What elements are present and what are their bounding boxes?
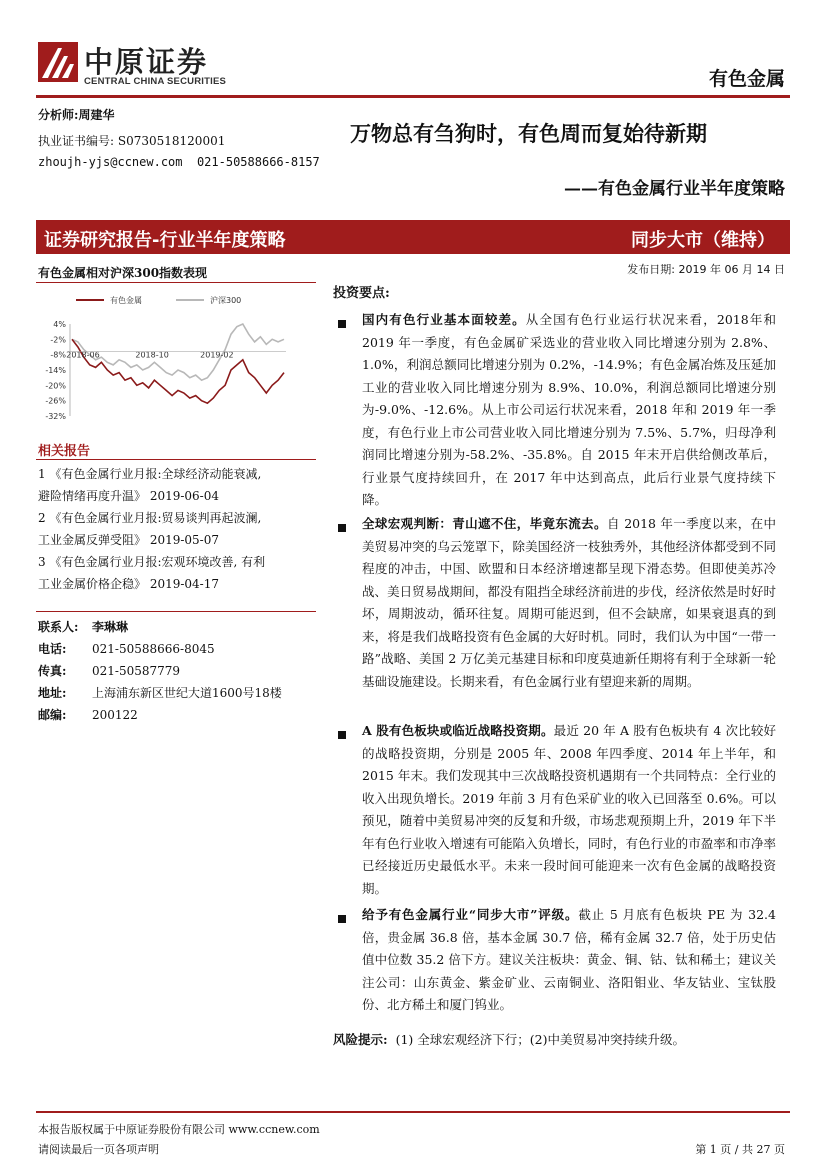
report-title: 万物总有刍狗时，有色周而复始待新期 [350, 121, 707, 146]
related-report-item[interactable] [38, 463, 320, 507]
contact-phone [38, 640, 215, 657]
analyst-email[interactable]: zhoujh-yjs@ccnew.com [38, 155, 183, 169]
legend-label: 有色金属 [110, 296, 142, 305]
related-report-line: 3 《有色金属行业月报:宏观环境改善, 有利 [38, 555, 266, 569]
cert-number: S0730518120001 [117, 134, 226, 148]
x-tick-label: 2019-02 [200, 350, 234, 360]
contact-fax-label: 传真: [38, 664, 67, 678]
header-divider [36, 95, 790, 98]
risk-note [333, 1030, 685, 1048]
series-line [72, 324, 284, 380]
x-tick-label: 2018-10 [135, 350, 169, 360]
y-tick-label: -2% [50, 335, 66, 345]
contact-person-label: 联系人: [38, 620, 79, 634]
rating-label: 同步大市（维持） [631, 230, 775, 251]
publish-date [627, 261, 785, 277]
footer-disclaimer-link[interactable]: 请阅读最后一页各项声明 [38, 1143, 159, 1156]
publish-date-value: 2019 年 06 月 14 日 [678, 263, 785, 276]
bullet-icon [338, 320, 346, 328]
key-point-lead: 全球宏观判断：青山遮不住，毕竟东流去。 [362, 516, 607, 531]
report-type: 证券研究报告-行业半年度策略 [44, 230, 286, 251]
key-point-text: 从全国有色行业运行状况来看，2018年和 2019 年一季度，有色金属矿采选业的营业收入同比增速分别为 2.8%、1.0%，利润总额同比增速分别为 0.2%，-14.9%；有色金属冶炼及压延加工业的营业收入同比增速分别为 8.9%、10.0%，利润总额同比增速分别为-9.0%、-12.6%。从上市公司运行状况来看，2018 年和 2019 年一季度，有色行业上市公司营业收入同比增速分别为 7.5%、5.7%，归母净利润同比增速分别为-58.2%、-35.8%。自 2015 年末开启供给侧改革后，行业景气度持续回升，在 2017 年中达到高点，此后行业景气度持续下降。 [362, 312, 776, 507]
y-tick-label: -20% [45, 381, 66, 391]
report-subtitle: ——有色金属行业半年度策略 [564, 179, 785, 199]
sector-label: 有色金属 [708, 68, 785, 90]
analyst-contact [38, 155, 320, 169]
key-point-item [362, 309, 776, 512]
publish-date-label: 发布日期: [627, 263, 676, 276]
risk-label: 风险提示: [333, 1032, 388, 1047]
cert-line [38, 132, 225, 149]
company-name-en: CENTRAL CHINA SECURITIES [84, 76, 227, 87]
legend-label: 沪深300 [210, 296, 242, 305]
chart-title: 有色金属相对沪深300指数表现 [38, 266, 208, 280]
chart-y-axis [45, 320, 70, 421]
footer-copyright: 本报告版权属于中原证券股份有限公司 www.ccnew.com [38, 1123, 320, 1136]
y-tick-label: 4% [53, 320, 66, 329]
contact-address [38, 684, 282, 701]
key-point-text: 最近 20 年 A 股有色板块有 4 次比较好的战略投资期，分别是 2005 年、2008 年四季度、2014 年上半年，和 2015 年末。我们发现其中三次战略投资机遇期有一个共同特点：全行业的收入出现负增长。2019 年前 3 月有色采矿业的收入已回落至 0.6%。可以预见，随着中美贸易冲突的反复和升级，市场悲观预期上升，2019 年下半年有色行业收入增速有可能陷入负增长，同时，有色行业的市盈率和市净率已经接近历史最低水平。未来一段时间可能迎来一次有色金属的战略投资期。 [362, 723, 776, 896]
related-report-item[interactable] [38, 551, 320, 595]
key-point-text: 自 2018 年一季度以来，在中美贸易冲突的乌云笼罩下，除美国经济一枝独秀外，其他经济体都受到不同程度的冲击，中国、欧盟和日本经济增速都呈现下滑态势。但即使美苏冷战、美日贸易战期间，都没有阻挡全球经济前进的步伐，经济依然是时好时坏，周期波动，循环往复。周期可能迟到，但不会缺席，如果衰退真的到来，将是我们战略投资有色金属的大好时机。同时，我们认为中国“一带一路”战略、美国 2 万亿美元基建目标和印度莫迪新任期将有利于全球新一轮基础设施建设。长期来看，有色金属行业有望迎来新的周期。 [362, 516, 776, 689]
analyst-phone: 021-50588666-8157 [196, 155, 320, 169]
company-name-cn: 中原证券 [84, 45, 209, 79]
footer-divider [36, 1111, 790, 1113]
contact-divider [36, 611, 316, 612]
contact-fax-value: 021-50587779 [92, 664, 181, 678]
contact-phone-label: 电话: [38, 642, 67, 656]
series-line [72, 339, 284, 403]
contact-phone-value: 021-50588666-8045 [92, 642, 215, 656]
key-point-lead: 给予有色金属行业“同步大市”评级。 [362, 907, 579, 922]
contact-address-label: 地址: [38, 686, 67, 700]
contact-address-value: 上海浦东新区世纪大道1600号18楼 [92, 686, 282, 700]
key-point-item [362, 513, 776, 693]
analyst-name: 周建华 [78, 108, 115, 122]
key-point-item [362, 904, 776, 1017]
key-points-title: 投资要点: [333, 286, 390, 301]
contact-zip-value: 200122 [92, 708, 138, 722]
y-tick-label: -32% [45, 412, 66, 421]
analyst-line [38, 106, 114, 123]
key-point-lead: 国内有色行业基本面较差。 [362, 312, 526, 327]
key-point-lead: A 股有色板块或临近战略投资期。 [362, 723, 554, 738]
y-tick-label: -14% [45, 366, 66, 375]
bullet-icon [338, 731, 346, 739]
related-report-line: 工业金属反弹受阻》 2019-05-07 [38, 533, 220, 547]
related-reports-title: 相关报告 [38, 444, 91, 459]
analyst-label: 分析师: [38, 108, 79, 122]
x-tick-label: 2018-06 [66, 350, 100, 360]
key-point-text: 截止 5 月底有色板块 PE 为 32.4 倍，贵金属 36.8 倍，基本金属 30.7 倍，稀有金属 32.7 倍，处于历史估值中位数 35.2 倍下方。建议关注板块：黄金、铜、钴、钛和稀土；建议关注公司：山东黄金、紫金矿业、云南铜业、洛阳钼业、华友钴业、宝钛股份、北方稀土和厦门钨业。 [362, 907, 776, 1012]
chart-legend [76, 295, 241, 305]
related-report-item[interactable] [38, 507, 320, 551]
y-tick-label: -26% [45, 396, 66, 406]
y-tick-label: -8% [50, 350, 66, 360]
bullet-icon [338, 524, 346, 532]
related-report-line: 避险情绪再度升温》 2019-06-04 [38, 489, 220, 503]
cert-label: 执业证书编号: [38, 134, 115, 148]
contact-person [38, 618, 128, 635]
related-divider [36, 459, 316, 460]
page-number: 第 1 页 / 共 27 页 [695, 1143, 785, 1156]
related-report-line: 2 《有色金属行业月报:贸易谈判再起波澜, [38, 511, 262, 525]
company-logo-icon [38, 42, 78, 82]
chart-divider [36, 282, 316, 283]
risk-text: (1) 全球宏观经济下行；(2)中美贸易冲突持续升级。 [395, 1032, 685, 1047]
contact-fax [38, 662, 180, 679]
chart-plot-area [72, 324, 284, 403]
key-point-item [362, 720, 776, 900]
contact-person-name: 李琳琳 [92, 620, 129, 634]
contact-zip-label: 邮编: [38, 708, 67, 722]
chart-x-axis [66, 351, 286, 360]
contact-zip [38, 706, 138, 723]
performance-chart [36, 288, 296, 428]
related-report-line: 工业金属价格企稳》 2019-04-17 [38, 577, 220, 591]
related-report-line: 1 《有色金属行业月报:全球经济动能衰减, [38, 467, 262, 481]
bullet-icon [338, 915, 346, 923]
